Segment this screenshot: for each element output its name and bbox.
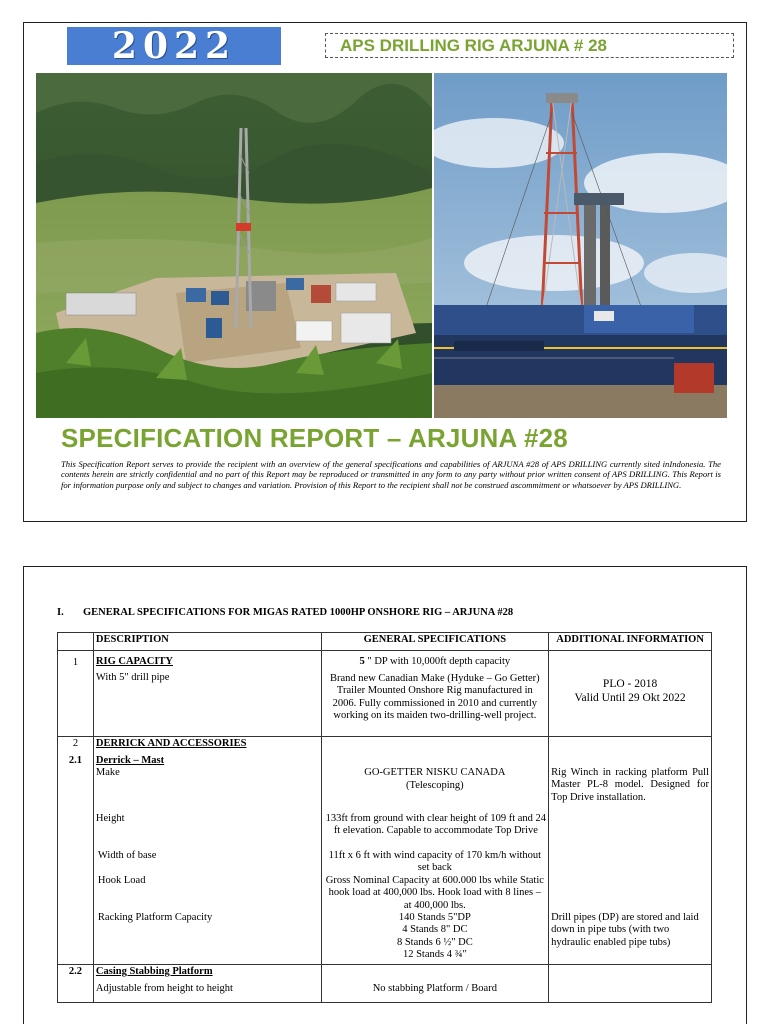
row-general-spec — [321, 651, 549, 737]
report-title: SPECIFICATION REPORT – ARJUNA #28 — [61, 423, 568, 453]
height-label: Height — [95, 813, 125, 824]
row-number — [58, 651, 94, 737]
sub-item-title: Derrick – Mast — [95, 755, 165, 766]
specifications-page — [23, 566, 747, 1024]
item-title: DERRICK AND ACCESSORIES — [95, 738, 247, 749]
spec-line-text: " DP with 10,000ft depth capacity — [364, 656, 511, 667]
spec-table — [57, 632, 712, 1003]
table-row — [58, 965, 712, 1003]
row-number — [58, 965, 94, 1003]
make-info: Rig Winch in racking platform Pull Master PL-8 model. Designed for Top Drive installation. — [551, 767, 709, 803]
row-number — [58, 737, 94, 965]
racking-value: 8 Stands 6 ½" DC — [396, 936, 473, 948]
hook-load-label: Hook Load — [97, 875, 146, 886]
racking-value: 4 Stands 8" DC — [402, 924, 468, 936]
racking-value: 140 Stands 5"DP — [398, 912, 471, 923]
header-description: DESCRIPTION — [93, 633, 321, 651]
header-number — [58, 633, 94, 651]
valid-until-text: Valid Until 29 Okt 2022 — [574, 692, 686, 704]
spec-description: Brand new Canadian Make (Hyduke – Go Getter) Trailer Mounted Onshore Rig manufactured in 2006. Fully commissioned in 2010 and currently working on its maiden two-drilling-well project. — [330, 673, 540, 722]
section-heading — [57, 607, 513, 618]
table-row — [58, 651, 712, 737]
row-additional-info — [549, 737, 712, 965]
spec-bold-value: 5 — [359, 656, 365, 667]
hook-load-value: Gross Nominal Capacity at 600.000 lbs while Static hook load at 400,000 lbs. Hook load with 8 lines – at 400,000 lbs. — [325, 875, 544, 911]
make-note: (Telescoping) — [406, 780, 464, 791]
height-value: 133ft from ground with clear height of 109 ft and 24 ft elevation. Capable to accommodate Top Drive — [325, 813, 547, 837]
header-additional-information: ADDITIONAL INFORMATION — [549, 633, 712, 651]
plo-text: PLO - 2018 — [602, 678, 658, 690]
racking-label: Racking Platform Capacity — [97, 912, 213, 923]
row-description — [93, 651, 321, 737]
item-number: 1 — [72, 657, 79, 668]
rig-closeup-photo — [434, 73, 727, 418]
row-description — [93, 737, 321, 965]
racking-value: 12 Stands 4 ¾" — [402, 949, 467, 961]
racking-info: Drill pipes (DP) are stored and laid down in pipe tubs (with two hydraulic enabled pipe tubs) — [551, 912, 699, 948]
report-intro-text: This Specification Report serves to provide the recipient with an overview of the general specifications and capabilities of ARJUNA #28 of APS DRILLING currently sited inIndonesia. The contents herein are strictly confidential and no part of this Report may be reproduced or transmitted in any form to any party without prior written consent of APS DRILLING. This Report is for information purpose only and subject to changes and variation. Provision of this Report to the recipient shall not be construed ascommitment or whatsoever by APS DRILLING. — [61, 459, 721, 490]
table-row — [58, 737, 712, 965]
row-additional-info — [549, 651, 712, 737]
rig-title: APS DRILLING RIG ARJUNA # 28 — [325, 33, 734, 58]
spec-line — [322, 656, 549, 668]
year-badge: 2022 — [67, 27, 281, 65]
item-subtitle: With 5" drill pipe — [95, 672, 170, 683]
row-description — [93, 965, 321, 1003]
casing-value: No stabbing Platform / Board — [372, 983, 497, 994]
sub-item-number: 2.2 — [68, 966, 83, 977]
cover-page — [23, 22, 747, 522]
sub-item-title: Casing Stabbing Platform — [95, 966, 213, 977]
make-value: GO-GETTER NISKU CANADA — [364, 767, 506, 778]
item-number: 2 — [72, 738, 79, 749]
racking-values — [322, 912, 549, 962]
row-general-spec — [321, 965, 549, 1003]
rig-site-aerial-photo — [36, 73, 432, 418]
row-general-spec — [321, 737, 549, 965]
width-label: Width of base — [97, 850, 157, 861]
section-number: I. — [57, 607, 64, 618]
table-header-row — [58, 633, 712, 651]
item-title: RIG CAPACITY — [95, 656, 174, 667]
row-additional-info — [549, 965, 712, 1003]
section-title: GENERAL SPECIFICATIONS FOR MIGAS RATED 1000HP ONSHORE RIG – ARJUNA #28 — [83, 607, 514, 618]
casing-label: Adjustable from height to height — [95, 983, 233, 994]
make-label: Make — [95, 767, 120, 778]
header-general-specifications: GENERAL SPECIFICATIONS — [321, 633, 549, 651]
width-value: 11ft x 6 ft with wind capacity of 170 km/h without set back — [328, 850, 542, 874]
sub-item-number: 2.1 — [68, 755, 83, 766]
